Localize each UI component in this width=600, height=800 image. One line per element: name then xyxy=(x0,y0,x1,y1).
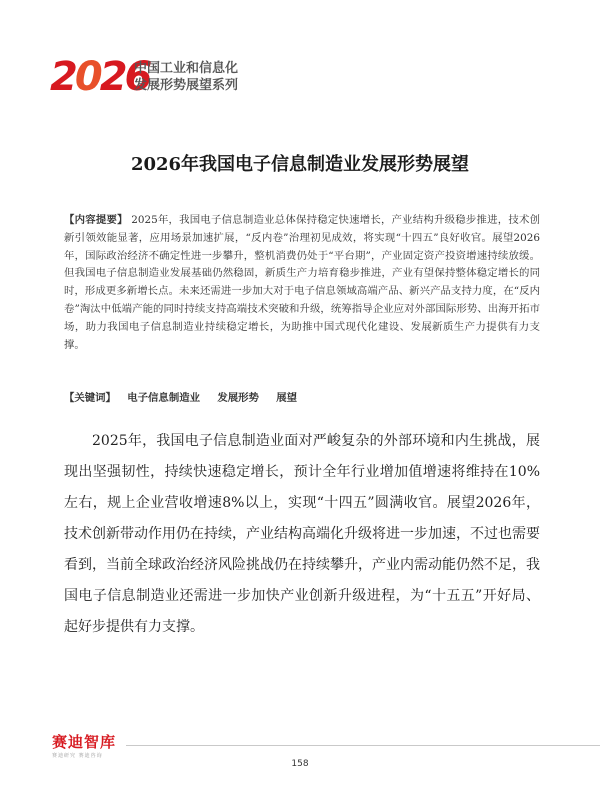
keyword-2: 发展形势 xyxy=(217,392,259,404)
logo-year-accent: 0 xyxy=(74,54,100,100)
page-title: 2026年我国电子信息制造业发展形势展望 xyxy=(130,154,470,175)
logo-year-suffix: 26 xyxy=(99,54,150,100)
keyword-1: 电子信息制造业 xyxy=(127,392,200,404)
abstract-text: 2025年，我国电子信息制造业总体保持稳定快速增长，产业结构升级稳步推进，技术创新引领效能显著，应用场景加速扩展，“反内卷”治理初见成效，将实现“十四五”良好收官。展望2026年，国际政治经济不确定性进一步攀升，整机消费仍处于“平台期”，产业固定资产投资增速持续放缓。但我国电子信息制造业发展基础仍然稳固，新质生产力培育稳步推进，产业有望保持整体稳定增长的同时，形成更多新增长点。未来还需进一步加大对于电子信息领域高端产品、新兴产品支持力度，在“反内卷”淘汰中低端产能的同时持续支持高端技术突破和升级，统筹指导企业应对外部国际形势、出海开拓市场，助力我国电子信息制造业持续稳定增长，为助推中国式现代化建设、发展新质生产力提供有力支撑。 xyxy=(64,214,540,351)
footer-divider xyxy=(126,745,600,746)
keywords xyxy=(64,390,540,407)
keyword-3: 展望 xyxy=(276,392,297,404)
logo-year-prefix: 2 xyxy=(50,54,75,100)
ccid-logo: 赛迪智库 xyxy=(52,733,117,751)
series-name xyxy=(134,60,294,94)
abstract xyxy=(64,212,540,354)
series-line-2: 发展形势展望系列 xyxy=(134,78,239,93)
page-number: 158 xyxy=(291,759,309,769)
abstract-label: 【内容提要】 xyxy=(64,214,128,226)
body-paragraph: 2025年，我国电子信息制造业面对严峻复杂的外部环境和内生挑战，展现出坚强韧性，持续快速稳定增长，预计全年行业增加值增速将维持在10%左右，规上企业营收增速8%以上，实现“十四五”圆满收官。展望2026年，技术创新带动作用仍在持续，产业结构高端化升级将进一步加速，不过也需要看到，当前全球政治经济风险挑战仍在持续攀升，产业内需动能仍然不足，我国电子信息制造业还需进一步加快产业创新升级进程，为“十五五”开好局、起好步提供有力支撑。 xyxy=(64,433,540,635)
ccid-logo-subtitle: 赛迪研究 赛迪咨询 xyxy=(52,753,103,759)
series-line-1: 中国工业和信息化 xyxy=(134,61,239,76)
keywords-label: 【关键词】 xyxy=(64,392,116,404)
